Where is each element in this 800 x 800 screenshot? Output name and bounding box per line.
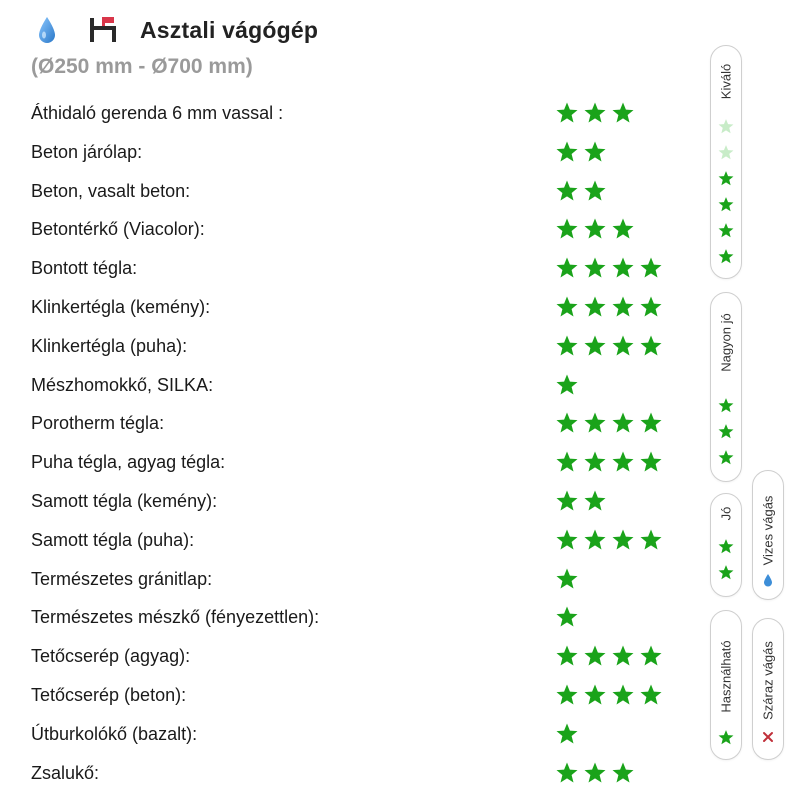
material-row — [31, 638, 681, 677]
star-icon — [611, 761, 635, 785]
star-icon — [639, 295, 663, 319]
star-icon — [583, 256, 607, 280]
material-row — [31, 405, 681, 444]
star-rating — [555, 101, 639, 125]
material-row — [31, 755, 681, 794]
legend-label: Jó — [718, 506, 734, 521]
material-row — [31, 561, 681, 600]
star-rating — [555, 217, 639, 241]
star-icon — [718, 729, 735, 746]
star-icon — [639, 411, 663, 435]
star-icon — [611, 217, 635, 241]
legend-kivalo — [710, 45, 742, 279]
star-icon — [555, 567, 579, 591]
legend-stars — [718, 538, 735, 590]
material-label: Porotherm tégla: — [31, 413, 165, 434]
star-icon — [718, 449, 735, 466]
star-icon — [583, 489, 607, 513]
star-icon — [583, 761, 607, 785]
star-icon — [611, 101, 635, 125]
star-icon — [583, 683, 607, 707]
material-label: Beton, vasalt beton: — [31, 180, 191, 201]
material-row — [31, 289, 681, 328]
legend-hasznalhato — [710, 610, 742, 760]
water-drop-icon — [763, 573, 773, 589]
legend-label: Nagyon jó — [718, 313, 734, 372]
cross-icon — [762, 731, 774, 745]
material-label: Természetes mészkő (fényezettlen): — [31, 607, 320, 628]
star-icon — [611, 528, 635, 552]
diameter-range: (Ø250 mm - Ø700 mm) — [31, 55, 253, 78]
star-icon — [583, 140, 607, 164]
star-icon — [555, 722, 579, 746]
star-icon — [583, 179, 607, 203]
material-label: Beton járólap: — [31, 141, 143, 162]
material-label: Áthidaló gerenda 6 mm vassal : — [31, 103, 284, 123]
material-row — [31, 599, 681, 638]
material-label: Tetőcserép (agyag): — [31, 646, 191, 667]
star-icon — [583, 644, 607, 668]
star-icon — [718, 538, 735, 555]
star-icon — [555, 528, 579, 552]
star-icon — [718, 222, 735, 239]
star-faded-icon — [718, 118, 735, 135]
legend-label: Kiváló — [718, 63, 734, 100]
material-row — [31, 522, 681, 561]
star-icon — [639, 683, 663, 707]
star-rating — [555, 683, 667, 707]
star-icon — [555, 217, 579, 241]
method-label: Száraz vágás — [760, 641, 776, 720]
star-icon — [583, 411, 607, 435]
star-icon — [611, 683, 635, 707]
star-icon — [555, 295, 579, 319]
star-icon — [555, 140, 579, 164]
star-icon — [583, 334, 607, 358]
star-icon — [555, 605, 579, 629]
material-list — [31, 95, 681, 793]
star-icon — [555, 256, 579, 280]
material-row — [31, 367, 681, 406]
star-icon — [555, 179, 579, 203]
material-label: Klinkertégla (puha): — [31, 335, 188, 356]
material-row — [31, 716, 681, 755]
star-icon — [718, 564, 735, 581]
star-icon — [639, 644, 663, 668]
star-icon — [718, 248, 735, 265]
material-row — [31, 328, 681, 367]
material-label: Útburkolókő (bazalt): — [31, 723, 198, 744]
material-row — [31, 95, 681, 134]
legend-jo — [710, 493, 742, 597]
star-icon — [555, 373, 579, 397]
water-drop-icon — [36, 15, 58, 45]
legend-label: Használható — [718, 640, 734, 713]
star-icon — [611, 334, 635, 358]
star-rating — [555, 644, 667, 668]
star-icon — [555, 683, 579, 707]
header — [36, 14, 318, 46]
material-row — [31, 134, 681, 173]
star-rating — [555, 411, 667, 435]
star-icon — [611, 450, 635, 474]
material-label: Puha tégla, agyag tégla: — [31, 452, 226, 473]
star-rating — [555, 334, 667, 358]
method-szaraz-vagas — [752, 618, 784, 760]
material-row — [31, 211, 681, 250]
material-label: Mészhomokkő, SILKA: — [31, 374, 214, 395]
material-label: Samott tégla (puha): — [31, 529, 195, 550]
legend-stars — [718, 397, 735, 475]
material-row — [31, 173, 681, 212]
star-icon — [611, 256, 635, 280]
material-label: Tetőcserép (beton): — [31, 684, 187, 705]
star-rating — [555, 295, 667, 319]
star-icon — [555, 411, 579, 435]
star-icon — [639, 334, 663, 358]
star-faded-icon — [718, 144, 735, 161]
material-label: Zsalukő: — [31, 762, 100, 783]
star-rating — [555, 567, 583, 591]
star-rating — [555, 722, 583, 746]
star-rating — [555, 179, 611, 203]
method-label: Vizes vágás — [760, 495, 776, 566]
material-label: Samott tégla (kemény): — [31, 490, 218, 511]
material-row — [31, 677, 681, 716]
star-icon — [583, 295, 607, 319]
star-icon — [718, 423, 735, 440]
legend-stars — [718, 729, 735, 755]
star-icon — [555, 101, 579, 125]
star-icon — [718, 397, 735, 414]
table-saw-icon — [88, 14, 118, 46]
material-row — [31, 483, 681, 522]
star-icon — [583, 528, 607, 552]
star-rating — [555, 528, 667, 552]
star-icon — [639, 256, 663, 280]
star-icon — [639, 450, 663, 474]
star-icon — [555, 761, 579, 785]
star-icon — [583, 101, 607, 125]
star-rating — [555, 140, 611, 164]
star-icon — [555, 334, 579, 358]
star-icon — [718, 196, 735, 213]
material-label: Klinkertégla (kemény): — [31, 296, 211, 317]
material-row — [31, 250, 681, 289]
star-rating — [555, 761, 639, 785]
star-rating — [555, 373, 583, 397]
method-vizes-vagas — [752, 470, 784, 600]
legend-stars — [718, 118, 735, 274]
material-label: Természetes gránitlap: — [31, 568, 213, 589]
material-label: Betontérkő (Viacolor): — [31, 219, 205, 240]
star-rating — [555, 256, 667, 280]
star-icon — [555, 644, 579, 668]
material-label: Bontott tégla: — [31, 258, 138, 279]
star-rating — [555, 450, 667, 474]
star-icon — [555, 489, 579, 513]
star-icon — [718, 170, 735, 187]
legend-nagyon-jo — [710, 292, 742, 482]
star-rating — [555, 489, 611, 513]
star-icon — [583, 450, 607, 474]
star-icon — [611, 644, 635, 668]
star-icon — [639, 528, 663, 552]
page-title: Asztali vágógép — [140, 16, 319, 43]
star-icon — [611, 411, 635, 435]
star-rating — [555, 605, 583, 629]
material-row — [31, 444, 681, 483]
star-icon — [583, 217, 607, 241]
star-icon — [555, 450, 579, 474]
star-icon — [611, 295, 635, 319]
